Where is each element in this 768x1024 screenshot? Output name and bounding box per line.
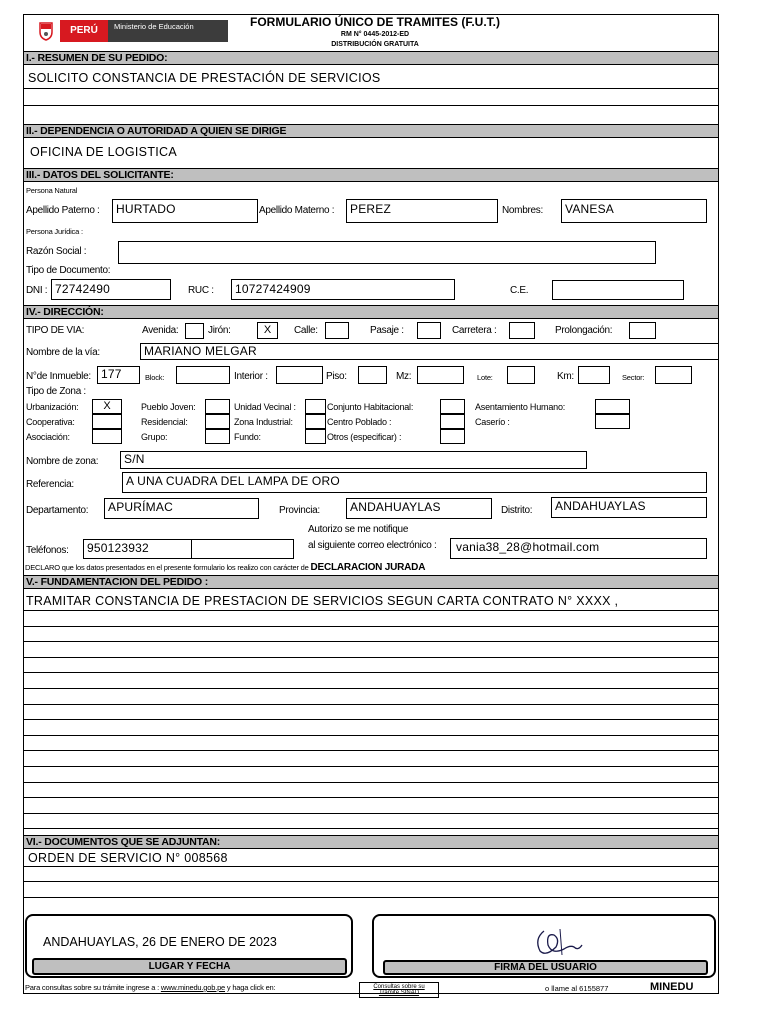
line <box>24 88 718 89</box>
block-label: Block: <box>145 373 165 382</box>
autorizo-label-2: al siguiente correo electrónico : <box>308 540 437 551</box>
fundamentacion-line <box>24 641 718 642</box>
pueblo-joven-checkbox[interactable] <box>205 399 230 414</box>
persona-natural-label: Persona Natural <box>26 186 78 195</box>
section-solicitante: III.- DATOS DEL SOLICITANTE: <box>24 168 718 182</box>
calle-label: Calle: <box>294 325 318 336</box>
inmueble-field[interactable]: 177 <box>97 366 140 384</box>
asociacion-checkbox[interactable] <box>92 429 122 444</box>
correo-field[interactable]: vania38_28@hotmail.com <box>450 538 707 559</box>
fundamentacion-line <box>24 704 718 705</box>
referencia-label: Referencia: <box>26 479 74 490</box>
zona-industrial-checkbox[interactable] <box>305 414 326 429</box>
fundo-label: Fundo: <box>234 432 261 442</box>
fundamentacion-line <box>24 610 718 611</box>
conjunto-habitacional-label: Conjunto Habitacional: <box>327 402 414 412</box>
click-label: y haga click en: <box>226 983 276 992</box>
section-direccion: IV.- DIRECCIÓN: <box>24 305 718 319</box>
distrito-label: Distrito: <box>501 505 533 516</box>
logo-country: PERÚ <box>60 20 108 42</box>
otros-label: Otros (especificar) : <box>327 432 402 442</box>
tipo-zona-label: Tipo de Zona : <box>26 386 86 397</box>
distrito-field[interactable]: ANDAHUAYLAS <box>551 497 707 518</box>
dependencia-value[interactable]: OFICINA DE LOGISTICA <box>30 145 177 159</box>
pasaje-checkbox[interactable] <box>417 322 441 339</box>
ruc-field[interactable]: 10727424909 <box>231 279 455 300</box>
ce-field[interactable] <box>552 280 684 300</box>
otros-checkbox[interactable] <box>440 429 465 444</box>
lugar-fecha-label: LUGAR Y FECHA <box>32 958 347 975</box>
fundamentacion-line <box>24 735 718 736</box>
apellido-paterno-label: Apellido Paterno : <box>26 205 100 216</box>
avenida-checkbox[interactable] <box>185 323 204 339</box>
provincia-field[interactable]: ANDAHUAYLAS <box>346 498 492 519</box>
avenida-label: Avenida: <box>142 325 179 336</box>
carretera-label: Carretera : <box>452 325 497 336</box>
calle-checkbox[interactable] <box>325 322 349 339</box>
jiron-checkbox[interactable]: X <box>257 322 278 339</box>
fundamentacion-line <box>24 672 718 673</box>
fundamentacion-line <box>24 750 718 751</box>
unidad-vecinal-label: Unidad Vecinal : <box>234 402 296 412</box>
conjunto-habitacional-checkbox[interactable] <box>440 399 465 414</box>
km-field[interactable] <box>578 366 610 384</box>
nombres-label: Nombres: <box>502 205 543 216</box>
ce-label: C.E. <box>510 285 529 296</box>
firma-label: FIRMA DEL USUARIO <box>383 960 708 975</box>
minedu-link[interactable]: www.minedu.gob.pe <box>160 983 226 992</box>
nombre-via-field[interactable]: MARIANO MELGAR <box>140 343 718 360</box>
logo-ministry: Ministerio de Educación <box>108 20 228 42</box>
residencial-label: Residencial: <box>141 417 188 427</box>
tipo-via-label: TIPO DE VIA: <box>26 325 85 336</box>
mz-field[interactable] <box>417 366 464 384</box>
unidad-vecinal-checkbox[interactable] <box>305 399 326 414</box>
interior-field[interactable] <box>276 366 323 384</box>
sinad-line-2: Trámite SINAD <box>378 990 420 996</box>
urbanizacion-label: Urbanización: <box>26 402 79 412</box>
nombre-zona-label: Nombre de zona: <box>26 456 99 467</box>
fundamentacion-line <box>24 657 718 658</box>
razon-social-label: Razón Social : <box>26 246 87 257</box>
asentamiento-checkbox[interactable] <box>595 399 630 414</box>
fundamentacion-line <box>24 813 718 814</box>
fundamentacion-line <box>24 626 718 627</box>
caserio-checkbox[interactable] <box>595 414 630 429</box>
zona-industrial-label: Zona Industrial: <box>234 417 293 427</box>
jiron-label: Jirón: <box>208 325 231 336</box>
centro-poblado-label: Centro Poblado : <box>327 417 392 427</box>
form-title: FORMULARIO ÚNICO DE TRAMITES (F.U.T.) <box>250 15 500 29</box>
consultas-text <box>25 983 275 992</box>
consultas-label: Para consultas sobre su trámite ingrese a : <box>25 983 159 992</box>
departamento-field[interactable]: APURÍMAC <box>104 498 259 519</box>
declaro-bold: DECLARACION JURADA <box>310 562 426 573</box>
inmueble-label: N°de Inmueble: <box>26 371 91 382</box>
sector-field[interactable] <box>655 366 692 384</box>
line <box>24 897 718 898</box>
centro-poblado-checkbox[interactable] <box>440 414 465 429</box>
section-fundamentacion: V.- FUNDAMENTACION DEL PEDIDO : <box>24 575 718 589</box>
line <box>24 105 718 106</box>
telefonos-label: Teléfonos: <box>26 545 69 556</box>
piso-field[interactable] <box>358 366 387 384</box>
nombre-via-label: Nombre de la vía: <box>26 347 100 358</box>
declaro-text: DECLARO que los datos presentados en el presente formulario los realizo con carácter de <box>25 563 309 572</box>
asentamiento-label: Asentamiento Humano: <box>475 402 566 412</box>
referencia-field[interactable]: A UNA CUADRA DEL LAMPA DE ORO <box>122 472 707 493</box>
fundamentacion-line <box>24 719 718 720</box>
interior-label: Interior : <box>234 371 268 382</box>
rm-number: RM N° 0445-2012-ED <box>340 31 410 38</box>
razon-social-field[interactable] <box>118 241 656 264</box>
apellido-materno-label: Apellido Materno : <box>259 205 335 216</box>
cooperativa-label: Cooperativa: <box>26 417 75 427</box>
dni-field[interactable]: 72742490 <box>51 279 171 300</box>
declaracion-jurada <box>25 562 425 573</box>
fundamentacion-line <box>24 797 718 798</box>
mz-label: Mz: <box>396 371 412 382</box>
block-field[interactable] <box>176 366 230 384</box>
km-label: Km: <box>557 371 574 382</box>
section-resumen: I.- RESUMEN DE SU PEDIDO: <box>24 51 718 65</box>
nombres-field[interactable]: VANESA <box>561 199 707 223</box>
tipo-documento-label: Tipo de Documento: <box>26 265 111 276</box>
cooperativa-checkbox[interactable] <box>92 414 122 429</box>
line <box>24 881 718 882</box>
sector-label: Sector: <box>622 373 645 382</box>
prolongacion-checkbox[interactable] <box>629 322 656 339</box>
fundamentacion-line <box>24 688 718 689</box>
pasaje-label: Pasaje : <box>370 325 404 336</box>
autorizo-label-1: Autorizo se me notifique <box>308 524 409 535</box>
ruc-label: RUC : <box>188 285 214 296</box>
lote-field[interactable] <box>507 366 535 384</box>
asociacion-label: Asociación: <box>26 432 70 442</box>
apellido-materno-field[interactable]: PEREZ <box>346 199 498 223</box>
sinad-button[interactable] <box>359 982 439 998</box>
resumen-value[interactable]: SOLICITO CONSTANCIA DE PRESTACIÓN DE SERVICIOS <box>28 71 381 85</box>
documentos-value[interactable]: ORDEN DE SERVICIO N° 008568 <box>28 851 228 865</box>
sinad-line-1: Consultas sobre su <box>373 984 425 990</box>
line <box>24 866 718 867</box>
urbanizacion-checkbox[interactable]: X <box>92 399 122 414</box>
minedu-logo <box>34 20 228 42</box>
fundamentacion-value[interactable]: TRAMITAR CONSTANCIA DE PRESTACION DE SERVICIOS SEGUN CARTA CONTRATO N° XXXX , <box>26 594 619 608</box>
apellido-paterno-field[interactable]: HURTADO <box>112 199 258 223</box>
fundamentacion-line <box>24 782 718 783</box>
nombre-zona-field[interactable]: S/N <box>120 451 587 469</box>
lote-label: Lote: <box>477 373 493 382</box>
coat-of-arms-icon <box>34 20 58 42</box>
departamento-label: Departamento: <box>26 505 89 516</box>
section-documentos: VI.- DOCUMENTOS QUE SE ADJUNTAN: <box>24 835 718 849</box>
piso-label: Piso: <box>326 371 347 382</box>
caserio-label: Caserío : <box>475 417 510 427</box>
telefono-field-2[interactable] <box>191 539 294 559</box>
telefono-minedu: o llame al 6155877 <box>545 984 609 993</box>
grupo-label: Grupo: <box>141 432 168 442</box>
fundo-checkbox[interactable] <box>305 429 326 444</box>
distribution-note: DISTRIBUCIÓN GRATUITA <box>331 41 419 48</box>
minedu-footer-logo: MINEDU <box>650 981 694 993</box>
pueblo-joven-label: Pueblo Joven: <box>141 402 196 412</box>
grupo-checkbox[interactable] <box>205 429 230 444</box>
persona-juridica-label: Persona Jurídica : <box>26 227 83 236</box>
prolongacion-label: Prolongación: <box>555 325 613 336</box>
provincia-label: Provincia: <box>279 505 320 516</box>
carretera-checkbox[interactable] <box>509 322 535 339</box>
dni-label: DNI : <box>26 285 48 296</box>
telefono-field[interactable]: 950123932 <box>83 539 192 559</box>
fundamentacion-line <box>24 828 718 829</box>
section-dependencia: II.- DEPENDENCIA O AUTORIDAD A QUIEN SE DIRIGE <box>24 124 718 138</box>
fundamentacion-line <box>24 766 718 767</box>
signature-icon <box>530 925 590 959</box>
residencial-checkbox[interactable] <box>205 414 230 429</box>
lugar-fecha-value[interactable]: ANDAHUAYLAS, 26 DE ENERO DE 2023 <box>43 935 277 949</box>
